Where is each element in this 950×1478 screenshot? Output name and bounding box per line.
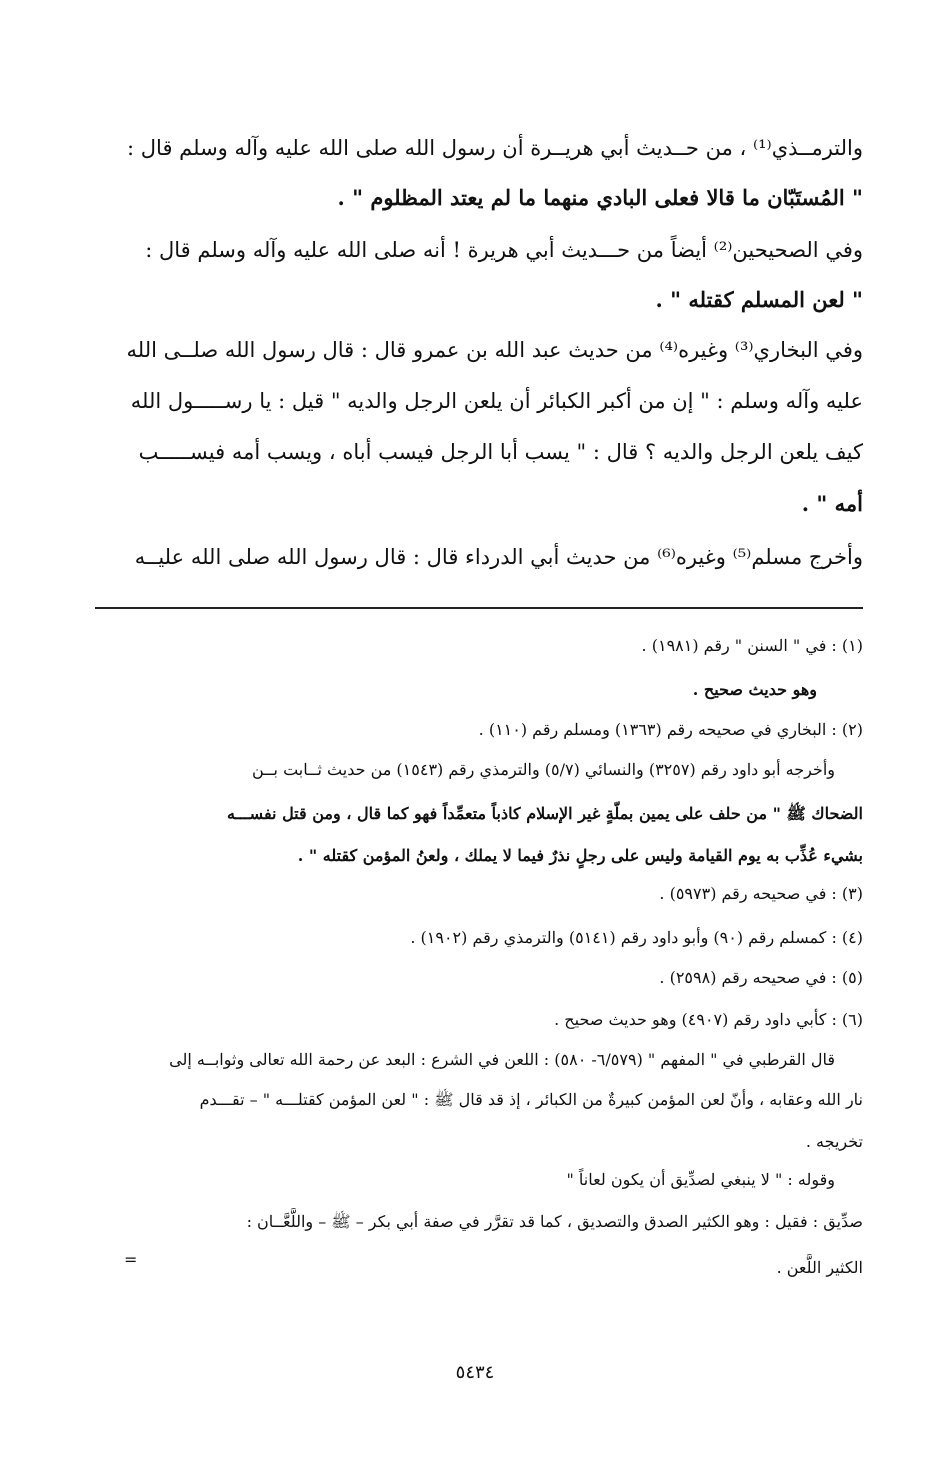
footnote-1: (١) : في " السنن " رقم (١٩٨١) .: [641, 636, 863, 655]
footnote-6-line: تخريجه .: [805, 1132, 863, 1151]
footnote-2-line: بشيء عُذِّب به يوم القيامة وليس على رجلٍ نذرٌ فيما لا يملك ، ولعنُ المؤمن كقتله " .: [297, 846, 863, 865]
footnote-5: (٥) : في صحيحه رقم (٢٥٩٨) .: [659, 968, 863, 987]
body-line: والترمــذي⁽¹⁾ ، من حــديث أبي هريــرة أن رسول الله صلى الله عليه وآله وسلم قال :: [127, 136, 863, 160]
footnote-3: (٣) : في صحيحه رقم (٥٩٧٣) .: [659, 884, 863, 903]
body-line-hadith: أمه " .: [801, 491, 863, 516]
footnote-6-line: وقوله : " لا ينبغي لصدِّيق أن يكون لعاناً ": [566, 1170, 835, 1189]
body-line: وفي البخاري⁽³⁾ وغيره⁽⁴⁾ من حديث عبد الله بن عمرو قال : قال رسول الله صلــى الله: [126, 338, 863, 362]
body-line-hadith: " المُستَبّان ما قالا فعلى البادي منهما ما لم يعتد المظلوم " .: [337, 185, 863, 210]
footnote-2-line: وأخرجه أبو داود رقم (٣٢٥٧) والنسائي (٥/٧) والترمذي رقم (١٥٤٣) من حديث ثــابت بــن: [252, 760, 835, 779]
body-line: وفي الصحيحين⁽²⁾ أيضاً من حـــديث أبي هريرة ! أنه صلى الله عليه وآله وسلم قال :: [145, 238, 863, 262]
footnote-6-line: الكثير اللَّعن .: [776, 1258, 863, 1277]
footnote-6-line: قال القرطبي في " المفهم " (٦/٥٧٩- ٥٨٠) : اللعن في الشرع : البعد عن رحمة الله تعالى وثوابــه إلى: [169, 1050, 835, 1069]
footnote-2: (٢) : البخاري في صحيحه رقم (١٣٦٣) ومسلم رقم (١١٠) .: [478, 720, 863, 739]
page-number: ٥٤٣٤: [455, 1362, 495, 1383]
body-line: وأخرج مسلم⁽⁵⁾ وغيره⁽⁶⁾ من حديث أبي الدرداء قال : قال رسول الله صلى الله عليــه: [134, 545, 863, 569]
footnote-4: (٤) : كمسلم رقم (٩٠) وأبو داود رقم (٥١٤١) والترمذي رقم (١٩٠٢) .: [410, 928, 863, 947]
footnote-2-line: الضحاك ﷺ " من حلف على يمين بملّةٍ غير الإسلام كاذباً متعمِّداً فهو كما قال ، ومن قتل نفســـه: [227, 804, 863, 823]
continuation-mark: =: [124, 1250, 138, 1269]
body-line-hadith: " لعن المسلم كقتله " .: [655, 287, 863, 312]
footnote-1-grade: وهو حديث صحيح .: [692, 680, 817, 699]
footnote-6-line: نار الله وعقابه ، وأنّ لعن المؤمن كبيرةٌ من الكبائر ، إذ قد قال ﷺ : " لعن المؤمن كقتلـــه " – تقـــدم: [199, 1090, 863, 1109]
footnotes: [95, 0, 863, 1300]
body-line: كيف يلعن الرجل والديه ؟ قال : " يسب أبا الرجل فيسب أباه ، ويسب أمه فيســـــب: [138, 440, 863, 464]
footnote-6-line: صدِّيق : فقيل : وهو الكثير الصدق والتصديق ، كما قد تقرَّر في صفة أبي بكر – ﷺ – واللَّعَّــان :: [246, 1212, 863, 1231]
body-line: عليه وآله وسلم : " إن من أكبر الكبائر أن يلعن الرجل والديه " قيل : يا رســـــول الله: [130, 389, 863, 413]
footnote-6: (٦) : كأبي داود رقم (٤٩٠٧) وهو حديث صحيح .: [554, 1010, 863, 1029]
